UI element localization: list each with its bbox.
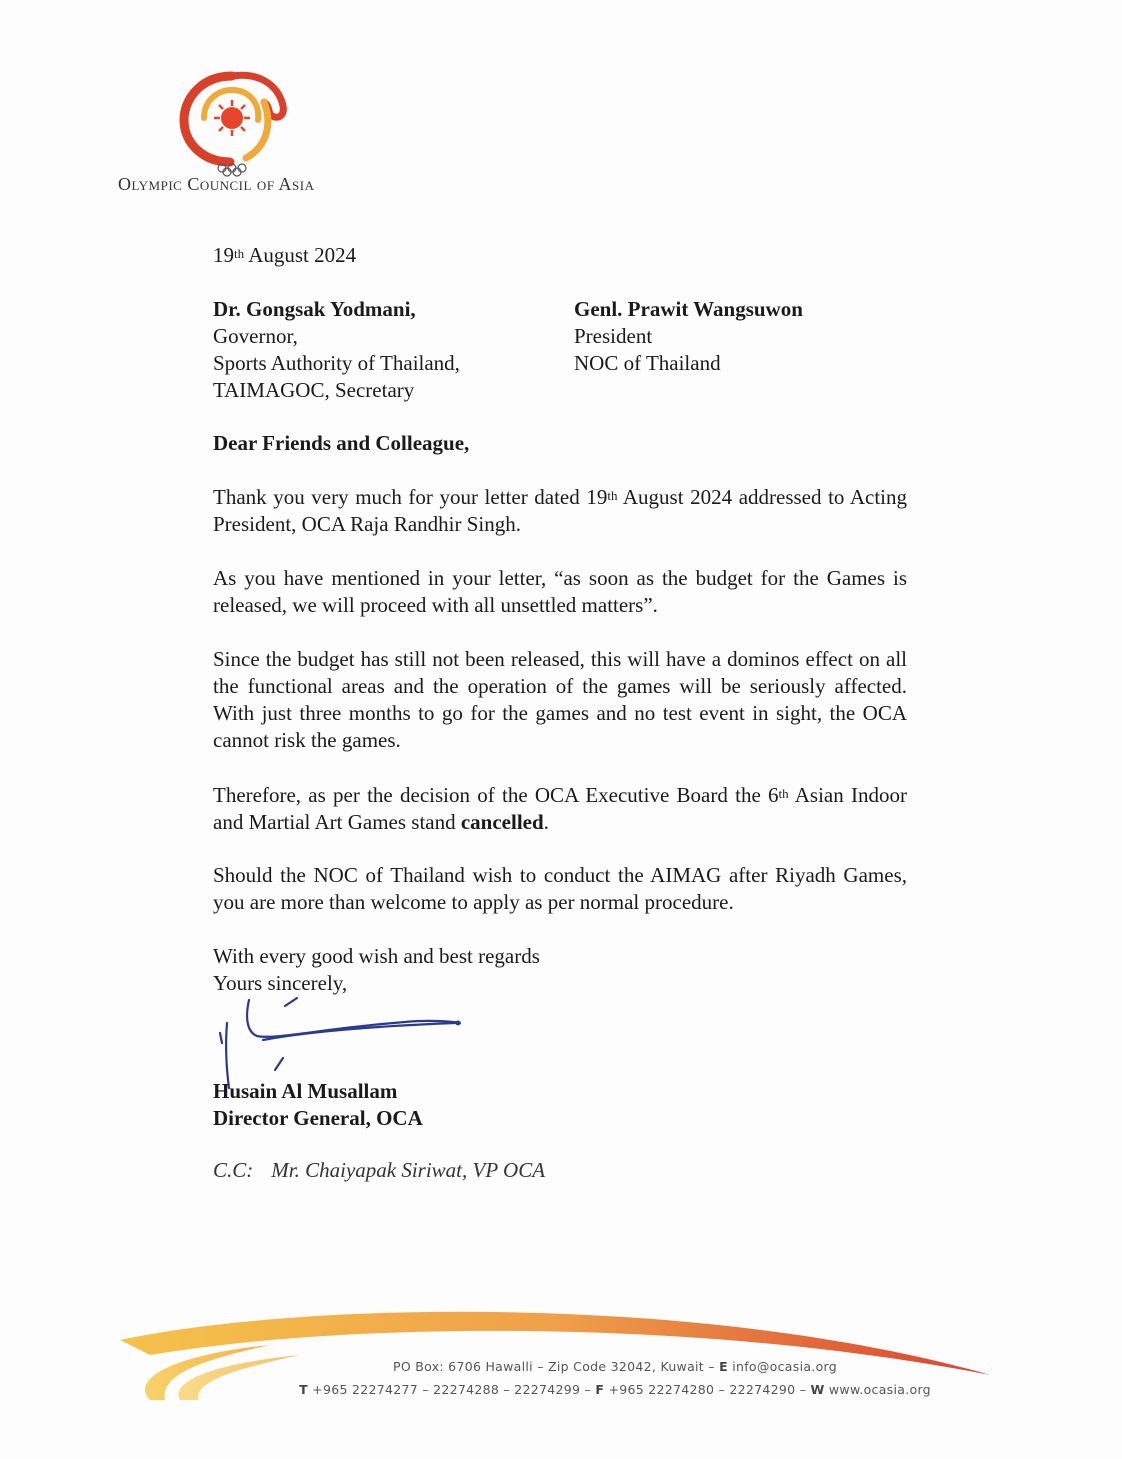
recipient-right-line: President <box>574 324 653 348</box>
org-name: Olympic Council of Asia <box>118 174 315 194</box>
recipient-right <box>574 296 904 377</box>
recipient-left-line: Governor, <box>213 324 298 348</box>
oca-logo-icon <box>172 58 292 178</box>
footer-contact-line: T +965 22274277 – 22274288 – 22274299 – F +965 22274280 – 22274290 – W www.ocasia.org <box>299 1382 931 1397</box>
closing-line: With every good wish and best regards <box>213 944 540 968</box>
recipient-left <box>213 296 543 404</box>
cc-line: C.C: Mr. Chaiyapak Siriwat, VP OCA <box>213 1158 546 1182</box>
paragraph-3: Since the budget has still not been released, this will have a dominos effect on all the functional areas and the operation of the games will be seriously affected. With just three months to go for the games and no test event in sight, the OCA cannot risk the games. <box>213 647 907 752</box>
paragraph-4: Therefore, as per the decision of the OCA Executive Board the 6th Asian Indoor and Martial Art Games stand cancelled. <box>213 783 907 834</box>
paragraph-1: Thank you very much for your letter dated 19th August 2024 addressed to Acting President, OCA Raja Randhir Singh. <box>213 485 907 536</box>
closing-line: Yours sincerely, <box>213 971 348 995</box>
signer-block <box>213 1078 423 1132</box>
recipient-left-line: Sports Authority of Thailand, <box>213 351 460 375</box>
recipient-left-line: TAIMAGOC, Secretary <box>213 378 415 402</box>
paragraph-2: As you have mentioned in your letter, “as soon as the budget for the Games is released, we will proceed with all unsettled matters”. <box>213 566 907 617</box>
signer-title: Director General, OCA <box>213 1106 423 1130</box>
letter-date: 19th August 2024 <box>213 243 357 267</box>
footer-address-line: PO Box: 6706 Hawalli – Zip Code 32042, Kuwait – E info@ocasia.org <box>393 1359 837 1374</box>
recipient-right-line: NOC of Thailand <box>574 351 721 375</box>
recipient-left-name: Dr. Gongsak Yodmani, <box>213 297 416 321</box>
signer-name: Husain Al Musallam <box>213 1079 398 1103</box>
salutation: Dear Friends and Colleague, <box>213 431 470 455</box>
recipient-right-name: Genl. Prawit Wangsuwon <box>574 297 803 321</box>
paragraph-5: Should the NOC of Thailand wish to conduct the AIMAG after Riyadh Games, you are more than welcome to apply as per normal procedure. <box>213 863 907 914</box>
